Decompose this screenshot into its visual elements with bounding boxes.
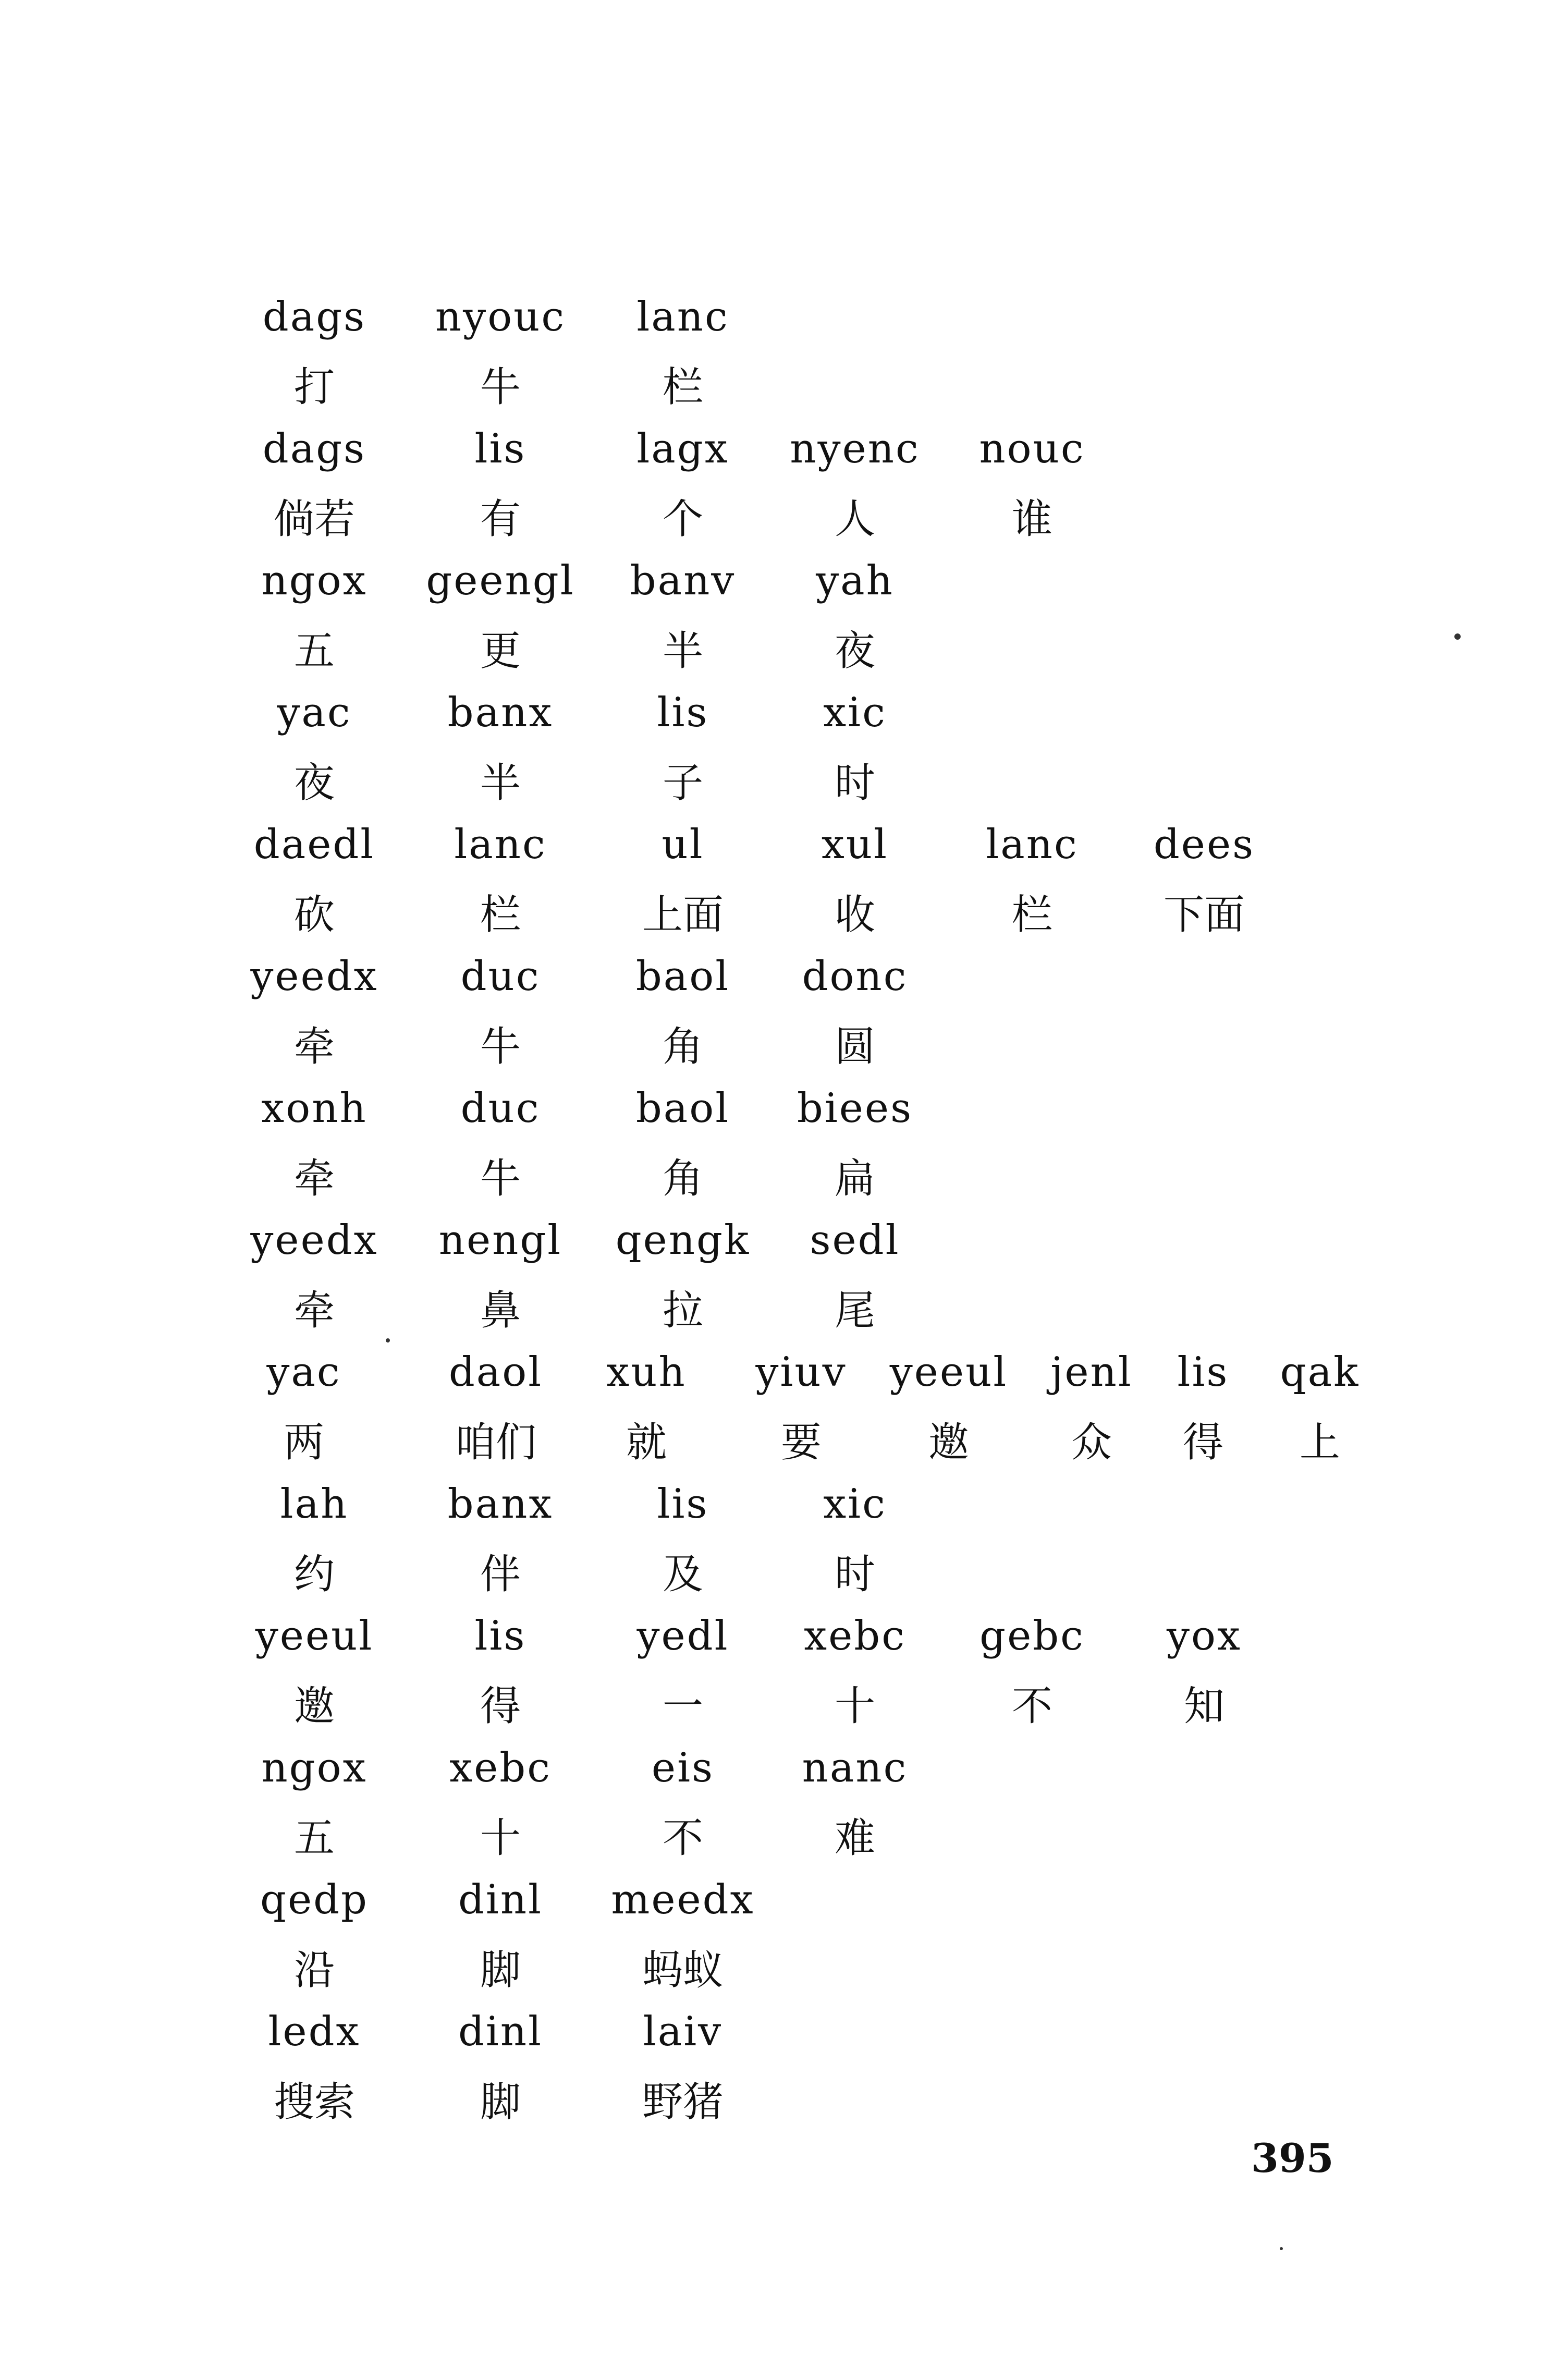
chinese-gloss-word: 不 <box>662 1815 704 1862</box>
chinese-gloss-word: 拉 <box>662 1287 704 1334</box>
romanized-word: duc <box>460 1085 541 1132</box>
chinese-gloss-word: 扁 <box>834 1155 876 1202</box>
chinese-gloss-word: 脚 <box>480 1947 521 1994</box>
chinese-gloss-word: 蚂蚁 <box>642 1947 724 1994</box>
romanized-word: daedl <box>253 821 375 868</box>
romanized-word: nouc <box>979 425 1085 472</box>
chinese-gloss-word: 人 <box>834 496 876 543</box>
romanized-word: gebc <box>979 1613 1085 1659</box>
chinese-gloss-word: 倘若 <box>273 496 356 543</box>
romanized-word: lis <box>474 425 526 472</box>
chinese-gloss-word: 下面 <box>1163 892 1245 938</box>
romanized-word: daol <box>448 1349 543 1396</box>
scan-speck <box>1280 2247 1283 2250</box>
romanized-word: yeeul <box>889 1349 1008 1396</box>
romanized-word: biees <box>797 1085 913 1132</box>
romanized-word: lis <box>1177 1349 1229 1396</box>
chinese-gloss-word: 脚 <box>480 2079 521 2126</box>
romanized-word: baol <box>635 1085 730 1132</box>
chinese-gloss-word: 邀 <box>293 1683 335 1730</box>
chinese-gloss-word: 半 <box>662 628 704 675</box>
chinese-gloss-word: 半 <box>480 760 521 807</box>
chinese-gloss-line <box>0 2063 1543 2146</box>
romanized-word: yac <box>277 689 352 736</box>
romanized-word: qedp <box>260 1876 369 1923</box>
romanized-word: dags <box>262 294 366 340</box>
romanized-word: lah <box>280 1481 349 1528</box>
romanized-word: banx <box>447 1481 554 1528</box>
romanized-word: nyenc <box>790 425 920 472</box>
chinese-gloss-word: 牵 <box>293 1287 335 1334</box>
chinese-gloss-word: 上 <box>1299 1419 1341 1466</box>
chinese-gloss-word: 就 <box>626 1419 667 1466</box>
chinese-gloss-word: 沿 <box>293 1947 335 1994</box>
romanized-word: banv <box>630 557 736 604</box>
romanized-word: donc <box>802 953 908 1000</box>
romanized-word: dees <box>1153 821 1255 868</box>
romanized-word: xic <box>823 1481 887 1528</box>
romanized-word: ngox <box>261 557 368 604</box>
chinese-gloss-word: 不 <box>1011 1683 1053 1730</box>
romanized-word: yedl <box>636 1613 729 1659</box>
romanized-word: lagx <box>636 425 729 472</box>
romanized-word: jenl <box>1050 1349 1133 1396</box>
romanized-word: xonh <box>261 1085 368 1132</box>
chinese-gloss-word: 上面 <box>642 892 724 938</box>
chinese-gloss-word: 野猪 <box>642 2079 724 2126</box>
chinese-gloss-word: 时 <box>834 1551 876 1598</box>
chinese-gloss-word: 五 <box>293 628 335 675</box>
chinese-gloss-word: 子 <box>662 760 704 807</box>
chinese-gloss-word: 咱们 <box>455 1419 537 1466</box>
chinese-gloss-word: 栏 <box>662 364 704 411</box>
chinese-gloss-word: 牵 <box>293 1155 335 1202</box>
chinese-gloss-word: 得 <box>480 1683 521 1730</box>
romanized-word: eis <box>651 1744 715 1791</box>
chinese-gloss-word: 牛 <box>480 364 521 411</box>
chinese-gloss-word: 时 <box>834 760 876 807</box>
chinese-gloss-word: 伴 <box>480 1551 521 1598</box>
chinese-gloss-word: 砍 <box>293 892 335 938</box>
romanized-word: yiuv <box>755 1349 847 1396</box>
chinese-gloss-word: 夜 <box>293 760 335 807</box>
scan-speck <box>1454 633 1461 640</box>
page-number: 395 <box>1251 2135 1334 2181</box>
chinese-gloss-word: 个 <box>662 496 704 543</box>
romanized-word: ngox <box>261 1744 368 1791</box>
romanized-word: xul <box>821 821 889 868</box>
chinese-gloss-word: 栏 <box>480 892 521 938</box>
romanized-word: yox <box>1166 1613 1242 1659</box>
romanized-word: dinl <box>458 1876 543 1923</box>
chinese-gloss-word: 鼻 <box>480 1287 521 1334</box>
chinese-gloss-word: 十 <box>834 1683 876 1730</box>
chinese-gloss-word: 有 <box>480 496 521 543</box>
romanized-word: dinl <box>458 2008 543 2055</box>
romanized-word: yeedx <box>250 953 378 1000</box>
romanized-word: nyouc <box>435 294 566 340</box>
chinese-gloss-word: 谁 <box>1011 496 1053 543</box>
chinese-gloss-word: 尾 <box>834 1287 876 1334</box>
romanized-word: banx <box>447 689 554 736</box>
chinese-gloss-word: 更 <box>480 628 521 675</box>
romanized-word: xuh <box>606 1349 687 1396</box>
romanized-word: yeeul <box>255 1613 374 1659</box>
chinese-gloss-word: 要 <box>780 1419 822 1466</box>
romanized-word: qak <box>1280 1349 1360 1396</box>
chinese-gloss-word: 五 <box>293 1815 335 1862</box>
romanized-word: lanc <box>636 294 729 340</box>
chinese-gloss-word: 知 <box>1183 1683 1225 1730</box>
chinese-gloss-word: 两 <box>283 1419 325 1466</box>
romanized-word: yac <box>266 1349 341 1396</box>
chinese-gloss-word: 牵 <box>293 1023 335 1070</box>
romanized-word: ledx <box>268 2008 361 2055</box>
chinese-gloss-word: 角 <box>662 1155 704 1202</box>
romanized-word: lanc <box>986 821 1079 868</box>
romanized-word: ul <box>662 821 704 868</box>
chinese-gloss-word: 打 <box>293 364 335 411</box>
chinese-gloss-word: 圆 <box>834 1023 876 1070</box>
romanized-word: lis <box>474 1613 526 1659</box>
chinese-gloss-word: 邀 <box>928 1419 970 1466</box>
romanized-word: nengl <box>438 1217 562 1264</box>
chinese-gloss-word: 牛 <box>480 1155 521 1202</box>
romanized-word: duc <box>460 953 541 1000</box>
chinese-gloss-word: 栏 <box>1011 892 1053 938</box>
romanized-word: xebc <box>449 1744 552 1791</box>
romanized-word: yeedx <box>250 1217 378 1264</box>
romanized-word: lanc <box>454 821 547 868</box>
romanized-word: xebc <box>804 1613 906 1659</box>
chinese-gloss-word: 一 <box>662 1683 704 1730</box>
chinese-gloss-word: 搜索 <box>273 2079 356 2126</box>
romanized-word: meedx <box>611 1876 755 1923</box>
chinese-gloss-word: 及 <box>662 1551 704 1598</box>
chinese-gloss-word: 众 <box>1071 1419 1112 1466</box>
romanized-word: geengl <box>426 557 575 604</box>
romanized-word: yah <box>816 557 894 604</box>
chinese-gloss-word: 收 <box>834 892 876 938</box>
romanized-word: laiv <box>643 2008 723 2055</box>
chinese-gloss-word: 十 <box>480 1815 521 1862</box>
chinese-gloss-word: 得 <box>1182 1419 1224 1466</box>
chinese-gloss-word: 难 <box>834 1815 876 1862</box>
romanized-word: lis <box>657 689 709 736</box>
chinese-gloss-word: 夜 <box>834 628 876 675</box>
chinese-gloss-word: 约 <box>293 1551 335 1598</box>
romanized-word: dags <box>262 425 366 472</box>
scan-speck <box>386 1338 390 1342</box>
romanized-word: xic <box>823 689 887 736</box>
chinese-gloss-word: 牛 <box>480 1023 521 1070</box>
romanized-word: lis <box>657 1481 709 1528</box>
romanized-word: sedl <box>810 1217 900 1264</box>
chinese-gloss-word: 角 <box>662 1023 704 1070</box>
romanized-word: qengk <box>615 1217 751 1264</box>
romanized-word: nanc <box>802 1744 908 1791</box>
romanized-word: baol <box>635 953 730 1000</box>
